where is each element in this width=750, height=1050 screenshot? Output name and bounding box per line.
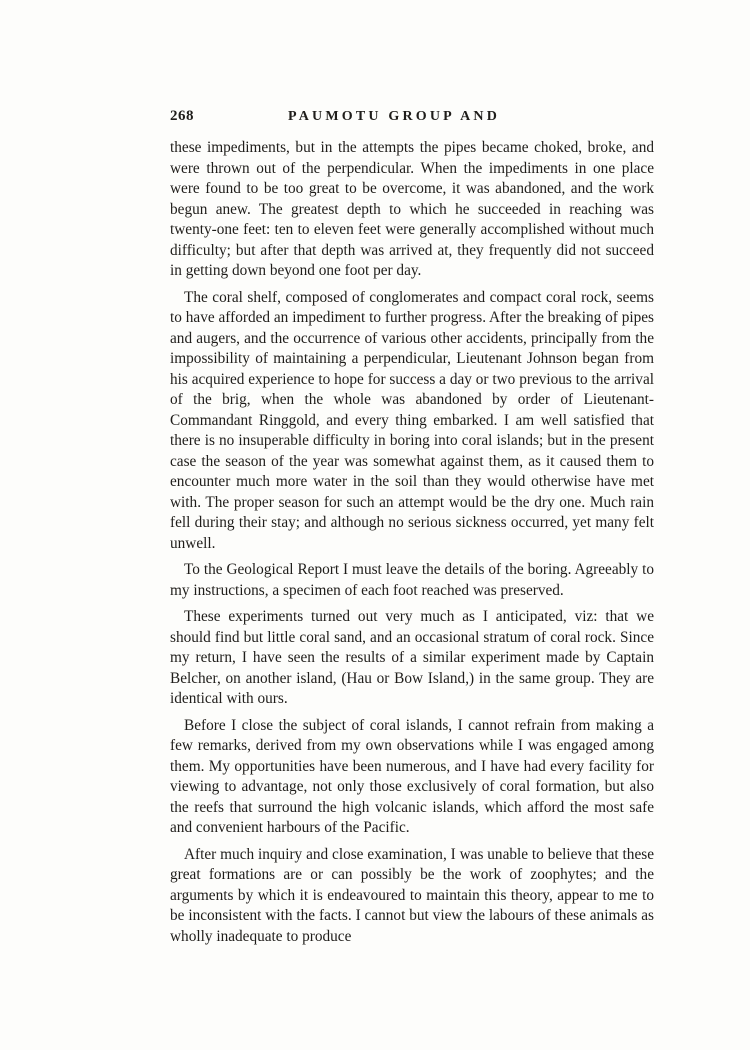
page-header bbox=[170, 108, 654, 132]
paragraph-geological-report: To the Geological Report I must leave the details of the boring. Agreeably to my instructions, a specimen of each foot reached was preserved. bbox=[170, 561, 654, 599]
paragraph-experiments: These experiments turned out very much as I anticipated, viz: that we should find but little coral sand, and an occasional stratum of coral rock. Since my return, I have seen the results of a similar experiment made by Captain Belcher, on another island, (Hau or Bow Island,) in the same group. They are identical with ours. bbox=[170, 608, 654, 707]
page-number: 268 bbox=[170, 108, 194, 124]
paragraph-continuation: these impediments, but in the attempts the pipes became choked, broke, and were thrown out of the perpendicular. When the impediments in one place were found to be too great to be overcome, it was abandoned, and the work begun anew. The greatest depth to which he succeeded in reaching was twenty-one feet: ten to eleven feet were generally accomplished without much difficulty; but after that depth was arrived at, they frequently did not succeed in getting down beyond one foot per day. bbox=[170, 139, 654, 279]
paragraph-inquiry-examination: After much inquiry and close examination, I was unable to believe that these great formations are or can possibly be the work of zoophytes; and the arguments by which it is endeavoured to maintain this theory, appear to me to be inconsistent with the facts. I cannot but view the labours of these animals as wholly inadequate to produce bbox=[170, 845, 654, 945]
body-text bbox=[170, 138, 654, 953]
running-head: PAUMOTU GROUP AND bbox=[288, 109, 501, 124]
paragraph-coral-islands-remarks: Before I close the subject of coral islands, I cannot refrain from making a few remarks, derived from my own observations while I was engaged among them. My opportunities have been numerous, and I have had every facility for viewing to advantage, not only those exclusively of coral formation, but also the reefs that surround the high volcanic islands, which afford the most safe and convenient harbours of the Pacific. bbox=[170, 716, 654, 836]
paragraph-coral-shelf: The coral shelf, composed of conglomerates and compact coral rock, seems to have afforded an impediment to further progress. After the breaking of pipes and augers, and the occurrence of various other accidents, principally from the impossibility of maintaining a perpendicular, Lieutenant Johnson began from his acquired experience to hope for success a day or two previous to the arrival of the brig, when the whole was abandoned by order of Lieutenant-Commandant Ringgold, and every thing embarked. I am well satisfied that there is no insuperable difficulty in boring into coral islands; but in the present case the season of the year was somewhat against them, as it caused them to encounter much more water in the soil than they would otherwise have met with. The proper season for such an attempt would be the dry one. Much rain fell during their stay; and although no serious sickness occurred, yet many felt unwell. bbox=[170, 288, 654, 552]
